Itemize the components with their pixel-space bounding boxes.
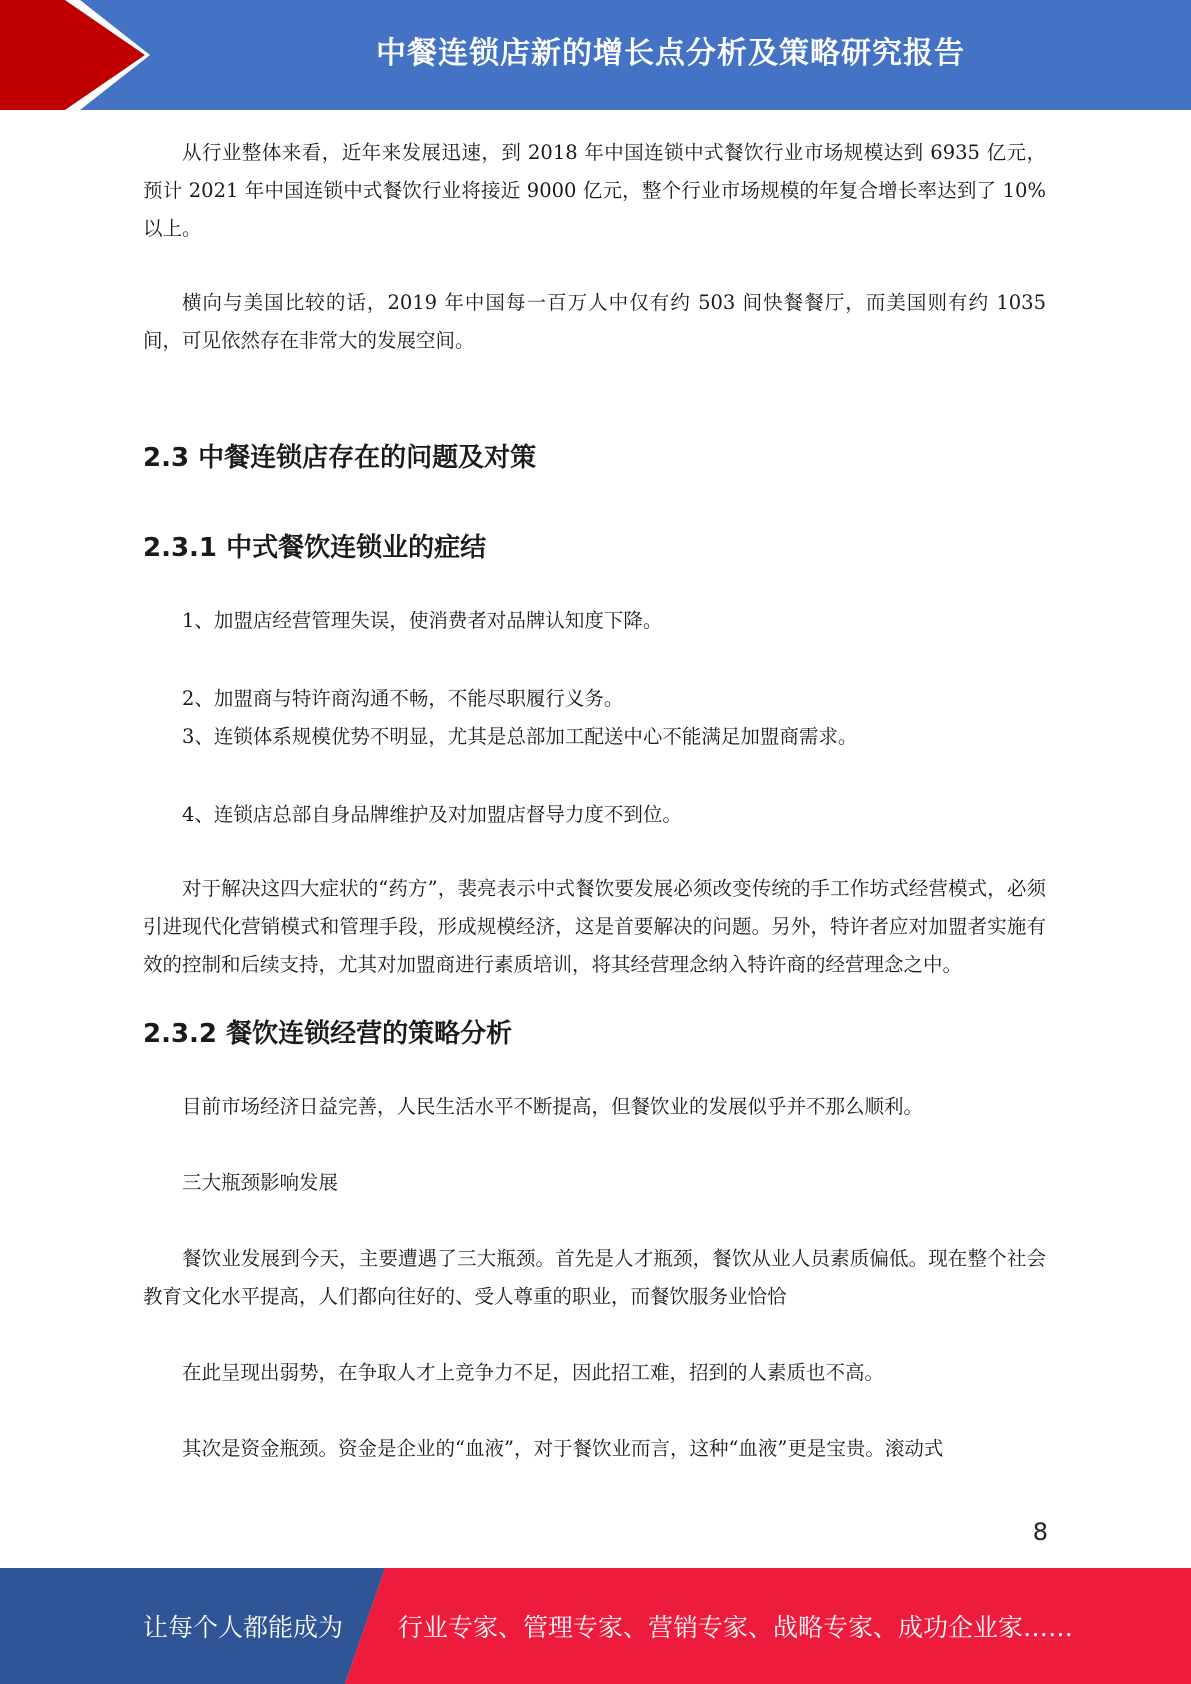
footer-slogan-left: 让每个人都能成为 [143, 1613, 344, 1642]
paragraph-talent-weakness: 在此呈现出弱势，在争取人才上竞争力不足，因此招工难，招到的人素质也不高。 [182, 1361, 885, 1384]
list-item: 2、加盟商与特许商沟通不畅，不能尽职履行义务。 [182, 687, 624, 710]
section-heading-2-3-1: 2.3.1 中式餐饮连锁业的症结 [143, 533, 487, 563]
paragraph-market-economy: 目前市场经济日益完善，人民生活水平不断提高，但餐饮业的发展似乎并不那么顺利。 [182, 1095, 924, 1118]
page-number: 8 [1032, 1518, 1048, 1546]
paragraph-talent-bottleneck: 餐饮业发展到今天，主要遭遇了三大瓶颈。首先是人才瓶颈，餐饮从业人员素质偏低。现在整个社会教育文化水平提高，人们都向往好的、受人尊重的职业，而餐饮服务业恰恰 [143, 1247, 1046, 1308]
document-body [143, 134, 1046, 1468]
page-footer [0, 1568, 1191, 1684]
footer-slogan-right: 行业专家、管理专家、营销专家、战略专家、成功企业家…… [398, 1613, 1074, 1642]
header-red-arrow [0, 0, 145, 110]
report-title: 中餐连锁店新的增长点分析及策略研究报告 [376, 36, 965, 71]
paragraph-industry-scale: 从行业整体来看，近年来发展迅速，到 2018 年中国连锁中式餐饮行业市场规模达到 6935 亿元，预计 2021 年中国连锁中式餐饮行业将接近 9000 亿元，整个行业市场规模的年复合增长率达到了 10%以上。 [143, 141, 1046, 240]
paragraph-three-bottlenecks: 三大瓶颈影响发展 [182, 1171, 339, 1194]
paragraph-capital-bottleneck: 其次是资金瓶颈。资金是企业的“血液”，对于餐饮业而言，这种“血液”更是宝贵。滚动式 [182, 1437, 944, 1460]
page-header [0, 0, 1191, 110]
list-item: 4、连锁店总部自身品牌维护及对加盟店督导力度不到位。 [182, 803, 682, 826]
list-item: 3、连锁体系规模优势不明显，尤其是总部加工配送中心不能满足加盟商需求。 [182, 725, 858, 748]
list-item: 1、加盟店经营管理失误，使消费者对品牌认知度下降。 [182, 609, 663, 632]
paragraph-us-comparison: 横向与美国比较的话，2019 年中国每一百万人中仅有约 503 间快餐餐厅，而美国则有约 1035 间，可见依然存在非常大的发展空间。 [143, 291, 1046, 352]
section-heading-2-3-2: 2.3.2 餐饮连锁经营的策略分析 [143, 1019, 513, 1049]
paragraph-remedy: 对于解决这四大症状的“药方”，裴亮表示中式餐饮要发展必须改变传统的手工作坊式经营模式，必须引进现代化营销模式和管理手段，形成规模经济，这是首要解决的问题。另外，特许者应对加盟者实施有效的控制和后续支持，尤其对加盟商进行素质培训，将其经营理念纳入特许商的经营理念之中。 [143, 877, 1046, 976]
section-heading-2-3: 2.3 中餐连锁店存在的问题及对策 [143, 443, 537, 473]
